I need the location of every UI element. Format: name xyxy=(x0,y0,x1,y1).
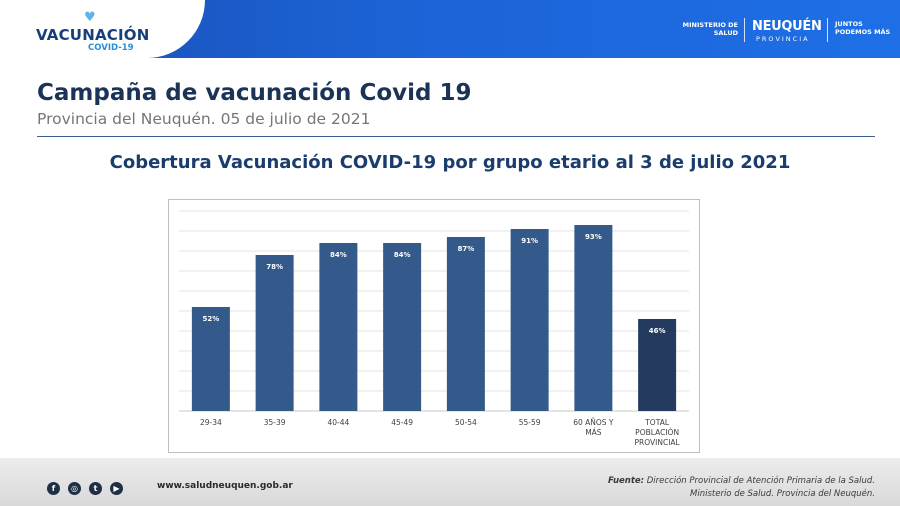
vacunacion-logo xyxy=(0,0,205,58)
data-label: 91% xyxy=(521,237,539,245)
page-title: Campaña de vacunación Covid 19 xyxy=(37,80,472,106)
x-tick-label: PROVINCIAL xyxy=(634,438,680,447)
title-divider xyxy=(37,136,875,137)
logo-subtitle: COVID-19 xyxy=(88,43,134,53)
x-tick-label: 55-59 xyxy=(518,418,541,427)
bar xyxy=(447,237,485,411)
bar xyxy=(256,255,294,411)
website-link[interactable]: www.saludneuquen.gob.ar xyxy=(157,481,293,491)
x-tick-label: 40-44 xyxy=(327,418,350,427)
header-divider xyxy=(744,18,745,42)
neuquen-brand-sub: PROVINCIA xyxy=(756,35,810,43)
instagram-icon[interactable]: ◎ xyxy=(68,482,81,495)
chart-title: Cobertura Vacunación COVID-19 por grupo etario al 3 de julio 2021 xyxy=(109,152,791,173)
data-label: 78% xyxy=(266,263,284,271)
logo-title: VACUNACIÓN xyxy=(36,26,150,44)
x-tick-label: TOTAL xyxy=(645,418,670,427)
youtube-icon[interactable]: ▶ xyxy=(110,482,123,495)
bar-chart xyxy=(168,199,700,453)
source-line-2: Ministerio de Salud. Provincia del Neuquén. xyxy=(690,489,875,499)
bar xyxy=(319,243,357,411)
data-label: 84% xyxy=(393,251,411,259)
data-label: 87% xyxy=(457,245,475,253)
twitter-icon[interactable]: t xyxy=(89,482,102,495)
ministry-label: MINISTERIO DE SALUD xyxy=(682,21,738,37)
bar xyxy=(511,229,549,411)
slogan: JUNTOS PODEMOS MÁS xyxy=(835,20,891,36)
x-tick-label: 35-39 xyxy=(263,418,286,427)
data-label: 84% xyxy=(329,251,347,259)
x-tick-label: POBLACIÓN xyxy=(635,428,680,437)
bar xyxy=(383,243,421,411)
page-subtitle: Provincia del Neuquén. 05 de julio de 2021 xyxy=(37,110,371,128)
bar xyxy=(574,225,612,411)
header-divider xyxy=(827,18,828,42)
source-label: Fuente: xyxy=(607,476,645,486)
source-note xyxy=(455,475,875,501)
x-tick-label: 45-49 xyxy=(391,418,414,427)
neuquen-brand: NEUQUÉN xyxy=(752,19,822,34)
x-tick-label: 29-34 xyxy=(199,418,222,427)
x-tick-label: 60 AÑOS Y xyxy=(573,418,614,427)
data-label: 52% xyxy=(202,315,220,323)
chart-frame xyxy=(169,200,700,453)
x-tick-label: MÁS xyxy=(585,428,602,437)
heart-icon: ♥ xyxy=(84,10,96,25)
data-label: 93% xyxy=(584,233,602,241)
source-line-1: Dirección Provincial de Atención Primaria de la Salud. xyxy=(646,476,875,486)
x-tick-label: 50-54 xyxy=(454,418,477,427)
data-label: 46% xyxy=(648,327,666,335)
facebook-icon[interactable]: f xyxy=(47,482,60,495)
